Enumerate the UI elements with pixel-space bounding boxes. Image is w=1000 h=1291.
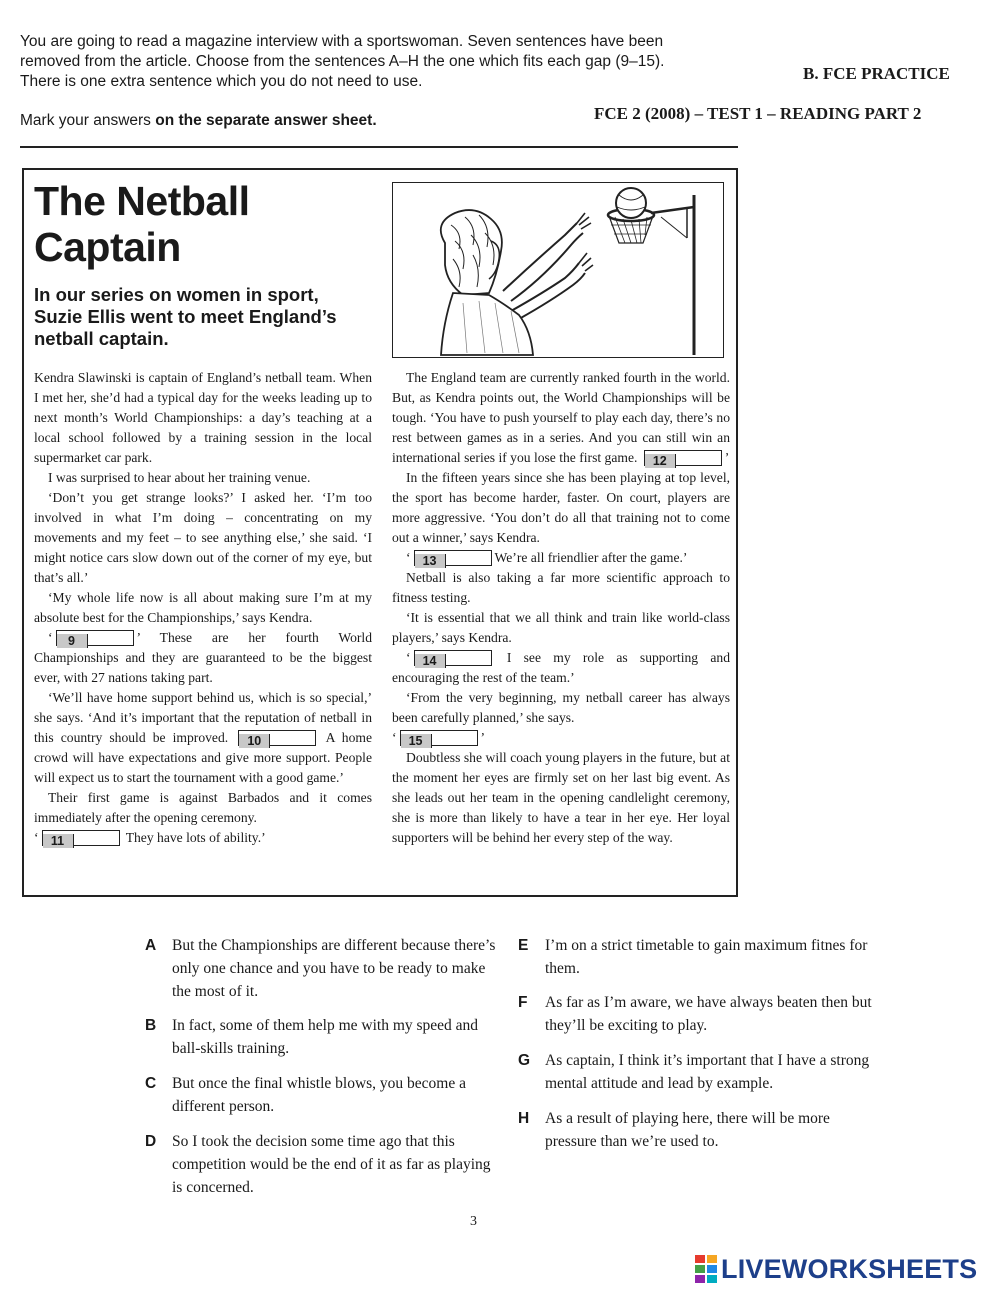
- article-title: The Netball Captain: [34, 178, 250, 270]
- paragraph: Doubtless she will coach young players in the future, but at the moment her eyes are firmly set on her last big event. As she leads out her team in the opening candlelight ceremony, she is more than likely to have a tear in her eye. Her loyal supporters will be behind her every step of the way.: [392, 750, 730, 845]
- paragraph: Their first game is against Barbados and it comes immediately after the opening ceremony. ‘ 11 They have lots of ability.’: [34, 790, 372, 848]
- paragraph: ‘Don’t you get strange looks?’ I asked her. ‘I’m too involved in what I’m doing – concentrating on my movements and my feet – to see anything else,’ she said. ‘I might notice cars slow down out of the corner of my eye, but that’s all.’: [34, 490, 372, 585]
- netball-player-illustration: [392, 182, 724, 358]
- instructions-line: You are going to read a magazine interview with a sportswoman. Seven sentences have been: [20, 33, 664, 50]
- gap-9-answer-box[interactable]: 9: [56, 630, 134, 646]
- answer-sheet-note: Mark your answers on the separate answer sheet.: [20, 112, 377, 129]
- netball-player-icon: [393, 183, 722, 356]
- paragraph: ‘My whole life now is all about making sure I’m at my absolute best for the Championships,’ says Kendra.: [34, 590, 372, 625]
- paragraph: ‘ 13 We’re all friendlier after the game.’: [406, 550, 688, 568]
- liveworksheets-brand[interactable]: [695, 1252, 977, 1286]
- paragraph: ‘It is essential that we all think and train like world-class players,’ says Kendra.: [392, 610, 730, 645]
- paragraph: ‘We’ll have home support behind us, which is so special,’ she says. ‘And it’s important that the reputation of netball in this country should be improved. 10 A home crowd will have expectations and give more support. People will expect us to start the tournament with a good game.’: [34, 690, 372, 785]
- brand-name: LIVEWORKSHEETS: [721, 1253, 978, 1284]
- paragraph: In the fifteen years since she has been playing at top level, the sport has become harder, faster. On court, players are more aggressive. ‘You don’t do all that training not to come out a winner,’ says Kendra.: [392, 470, 730, 545]
- article-column-left: [34, 368, 372, 848]
- paragraph: Kendra Slawinski is captain of England’s netball team. When I met her, she’d had a typical day for the weeks leading up to next month’s World Championships: a day’s teaching at a local school followed by a training session in the local supermarket car park.: [34, 370, 372, 465]
- divider: [20, 146, 738, 148]
- instructions-line: removed from the article. Choose from the sentences A–H the one which fits each gap (9–15).: [20, 53, 665, 70]
- article-column-right: [392, 368, 730, 848]
- article-subtitle: In our series on women in sport, Suzie Ellis went to meet England’s netball captain.: [34, 284, 337, 349]
- paragraph: The England team are currently ranked fourth in the world. But, as Kendra points out, the World Championships will be tough. ‘You have to push yourself to play each day, there’s no rest between games as in a series. And you can still win an international series if you lose the first game. 12 ’: [392, 370, 730, 468]
- test-header: FCE 2 (2008) – TEST 1 – READING PART 2: [594, 104, 922, 123]
- paragraph: ‘From the very beginning, my netball career has always been carefully planned,’ she says. ‘ 15 ’: [392, 690, 730, 748]
- paragraph: ‘ 9 ’ These are her fourth World Championships and they are guaranteed to be the biggest ever, with 27 nations taking part.: [34, 630, 372, 685]
- instructions-line: There is one extra sentence which you do not need to use.: [20, 73, 423, 90]
- gap-11-answer-box[interactable]: 11: [42, 830, 120, 846]
- paragraph: Netball is also taking a far more scientific approach to fitness testing.: [392, 570, 730, 605]
- liveworksheets-logo-icon: [695, 1255, 717, 1283]
- page-number: 3: [470, 1214, 477, 1229]
- paragraph: I was surprised to hear about her training venue.: [48, 470, 311, 485]
- paragraph: ‘ 14 I see my role as supporting and encouraging the rest of the team.’: [392, 650, 730, 685]
- instructions: [20, 32, 760, 92]
- gap-10-answer-box[interactable]: 10: [238, 730, 316, 746]
- gap-15-answer-box[interactable]: 15: [400, 730, 478, 746]
- practice-header: B. FCE PRACTICE: [803, 64, 950, 83]
- gap-14-answer-box[interactable]: 14: [414, 650, 492, 666]
- article-box: [22, 168, 738, 897]
- gap-12-answer-box[interactable]: 12: [644, 450, 722, 466]
- gap-13-answer-box[interactable]: 13: [414, 550, 492, 566]
